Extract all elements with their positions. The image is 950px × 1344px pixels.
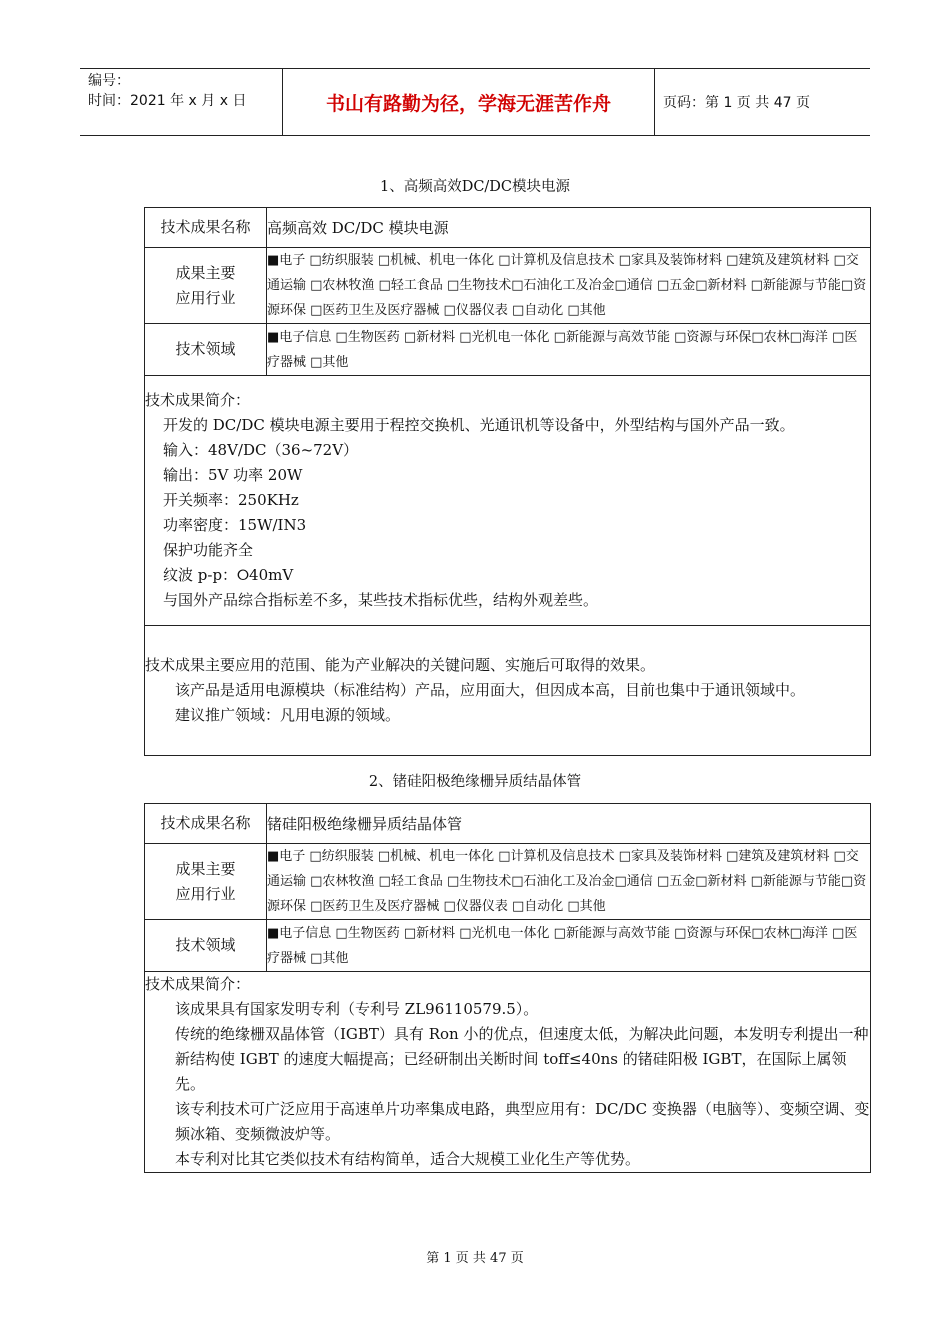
intro-line: 开关频率：250KHz <box>163 491 299 509</box>
field-options: ■电子信息 □生物医药 □新材料 □光机电一体化 □新能源与高效节能 □资源与环保□农林□海洋 □医疗器械 □其他 <box>267 324 871 376</box>
field-options: ■电子信息 □生物医药 □新材料 □光机电一体化 □新能源与高效节能 □资源与环保□农林□海洋 □医疗器械 □其他 <box>267 920 871 972</box>
effect-line: 该产品是适用电源模块（标准结构）产品，应用面大，但因成本高，目前也集中于通讯领域中。 <box>175 681 806 699</box>
intro-line: 技术成果简介： <box>145 391 251 409</box>
result-table <box>144 207 871 756</box>
name-label: 技术成果名称 <box>145 804 267 844</box>
industry-options: ■电子 □纺织服装 □机械、机电一体化 □计算机及信息技术 □家具及装饰材料 □建筑及建筑材料 □交通运输 □农林牧渔 □轻工食品 □生物技术□石油化工及冶金□通信 □五金□新材料 □新能源与节能□资源环保 □医药卫生及医疗器械 □仪器仪表 □自动化 □其他 <box>267 248 871 324</box>
header-page-info: 页码：第 1 页 共 47 页 <box>663 95 810 111</box>
intro-line: 传统的绝缘栅双晶体管（IGBT）具有 Ron 小的优点，但速度太低，为解决此问题，本发明专利提出一种新结构使 IGBT 的速度大幅提高；已经研制出关断时间 toff≤40ns 的锗硅阳极 IGBT，在国际上属领先。 <box>175 1025 869 1093</box>
header-meta <box>80 69 283 135</box>
page-header <box>80 68 870 136</box>
intro-line: 与国外产品综合指标差不多，某些技术指标优些，结构外观差些。 <box>163 591 599 609</box>
intro-cell <box>145 972 871 1173</box>
section-title: 2、锗硅阳极绝缘栅异质结晶体管 <box>368 774 582 790</box>
industry-label <box>145 844 267 920</box>
industry-label <box>145 248 267 324</box>
field-label: 技术领域 <box>145 324 267 376</box>
intro-line: 保护功能齐全 <box>163 541 254 559</box>
section-title: 1、高频高效DC/DC模块电源 <box>379 179 571 195</box>
industry-label-line1: 成果主要 <box>175 859 236 878</box>
page-footer: 第 1 页 共 47 页 <box>426 1251 524 1266</box>
header-motto: 书山有路勤为径，学海无涯苦作舟 <box>283 69 655 135</box>
name-value: 锗硅阳极绝缘栅异质结晶体管 <box>267 804 871 844</box>
result-table <box>144 803 871 1173</box>
intro-line: 该专利技术可广泛应用于高速单片功率集成电路，典型应用有：DC/DC 变换器（电脑等）、变频空调、变频冰箱、变频微波炉等。 <box>175 1100 870 1143</box>
intro-line: 该成果具有国家发明专利（专利号 ZL96110579.5）。 <box>175 1000 539 1018</box>
intro-line: 技术成果简介： <box>145 975 251 993</box>
intro-line: 本专利对比其它类似技术有结构简单，适合大规模工业化生产等优势。 <box>175 1150 641 1168</box>
industry-label-line1: 成果主要 <box>175 263 236 282</box>
intro-line: 开发的 DC/DC 模块电源主要用于程控交换机、光通讯机等设备中，外型结构与国外产品一致。 <box>163 416 795 434</box>
name-value: 高频高效 DC/DC 模块电源 <box>267 208 871 248</box>
industry-label-line2: 应用行业 <box>175 884 236 903</box>
industry-options: ■电子 □纺织服装 □机械、机电一体化 □计算机及信息技术 □家具及装饰材料 □建筑及建筑材料 □交通运输 □农林牧渔 □轻工食品 □生物技术□石油化工及冶金□通信 □五金□新材料 □新能源与节能□资源环保 □医药卫生及医疗器械 □仪器仪表 □自动化 □其他 <box>267 844 871 920</box>
field-label: 技术领域 <box>145 920 267 972</box>
intro-line: 输入：48V/DC（36~72V） <box>163 441 359 459</box>
document-number: 编号： <box>88 73 130 89</box>
intro-line: 纹波 p-p：⭘40mV <box>163 566 294 584</box>
industry-label-line2: 应用行业 <box>175 288 236 307</box>
effect-line: 技术成果主要应用的范围、能为产业解决的关键问题、实施后可取得的效果。 <box>145 656 656 674</box>
intro-cell <box>145 376 871 626</box>
intro-line: 输出：5V 功率 20W <box>163 466 303 484</box>
intro-line: 功率密度：15W/IN3 <box>163 516 307 534</box>
effect-line: 建议推广领域：凡用电源的领域。 <box>175 706 401 724</box>
name-label: 技术成果名称 <box>145 208 267 248</box>
document-time: 时间：2021 年 x 月 x 日 <box>88 93 247 109</box>
effect-cell <box>145 626 871 756</box>
